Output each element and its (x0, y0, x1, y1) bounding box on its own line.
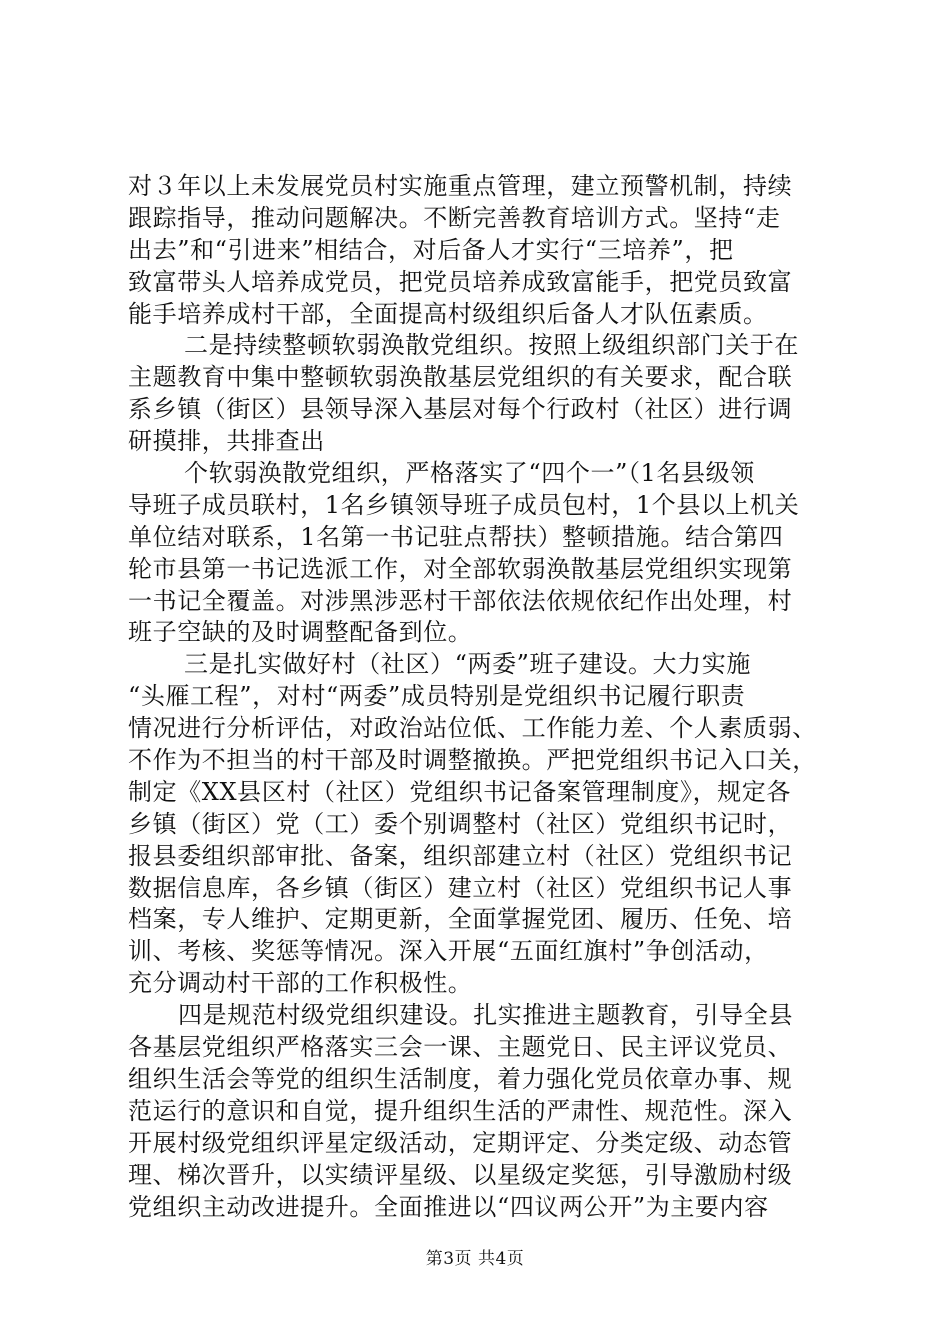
text-line: 情况进行分析评估，对政治站位低、工作能力差、个人素质弱、 (128, 714, 817, 743)
text-line: 训、考核、奖惩等情况。深入开展“五面红旗村”争创活动， (128, 937, 769, 966)
text-line: 出去”和“引进来”相结合，对后备人才实行“三培养”，把 (128, 235, 734, 264)
text-line: 主题教育中集中整顿软弱涣散基层党组织的有关要求，配合联 (128, 363, 793, 392)
text-line: 单位结对联系，1名第一书记驻点帮扶）整顿措施。结合第四 (128, 522, 784, 551)
text-line: “头雁工程”，对村“两委”成员特别是党组织书记履行职责 (128, 682, 746, 711)
text-line: 制定《XX县区村（社区）党组织书记备案管理制度》，规定各 (128, 777, 791, 806)
text-line: 范运行的意识和自觉，提升组织生活的严肃性、规范性。深入 (128, 1096, 793, 1125)
text-line: 跟踪指导，推动问题解决。不断完善教育培训方式。坚持“走 (128, 203, 781, 232)
text-line: 充分调动村干部的工作积极性。 (128, 969, 473, 998)
text-line: 理、梯次晋升，以实绩评星级、以星级定奖惩，引导激励村级 (128, 1160, 793, 1189)
text-line: 导班子成员联村，1名乡镇领导班子成员包村，1个县以上机关 (128, 490, 800, 519)
document-body (128, 171, 834, 1223)
text-line: 组织生活会等党的组织生活制度，着力强化党员依章办事、规 (128, 1064, 793, 1093)
page-footer (0, 1244, 950, 1269)
text-line: 对３年以上未发展党员村实施重点管理，建立预警机制，持续 (128, 172, 793, 200)
text-line: 档案，专人维护、定期更新，全面掌握党团、履历、任免、培 (128, 905, 793, 934)
text-line: 乡镇（街区）党（工）委个别调整村（社区）党组织书记时， (128, 809, 793, 838)
text-line: 开展村级党组织评星定级活动，定期评定、分类定级、动态管 (128, 1128, 793, 1157)
text-line: 研摸排，共排查出 (128, 427, 325, 456)
text-line: 各基层党组织严格落实三会一课、主题党日、民主评议党员、 (128, 1033, 793, 1062)
page-number-label: 第3页 共4页 (425, 1249, 525, 1269)
paragraph-start-line: 二是持续整顿软弱涣散党组织。按照上级组织部门关于在 (184, 331, 799, 360)
text-line: 班子空缺的及时调整配备到位。 (128, 618, 473, 647)
paragraph-start-line: 个软弱涣散党组织，严格落实了“四个一”（1名县级领 (184, 459, 755, 488)
text-line: 不作为不担当的村干部及时调整撤换。严把党组织书记入口关， (128, 746, 817, 775)
text-line: 能手培养成村干部，全面提高村级组织后备人才队伍素质。 (128, 299, 768, 328)
text-line: 系乡镇（街区）县领导深入基层对每个行政村（社区）进行调 (128, 395, 793, 424)
text-line: 致富带头人培养成党员，把党员培养成致富能手，把党员致富 (128, 267, 793, 296)
text-line: 轮市县第一书记选派工作，对全部软弱涣散基层党组织实现第 (128, 554, 793, 583)
text-line: 报县委组织部审批、备案，组织部建立村（社区）党组织书记 (128, 841, 793, 870)
text-line: 一书记全覆盖。对涉黑涉恶村干部依法依规依纪作出处理，村 (128, 586, 793, 615)
paragraph-start-line: 三是扎实做好村（社区）“两委”班子建设。大力实施 (184, 650, 751, 679)
paragraph-start-line: 四是规范村级党组织建设。扎实推进主题教育，引导全县 (178, 1001, 793, 1030)
text-line: 党组织主动改进提升。全面推进以“四议两公开”为主要内容 (128, 1192, 769, 1221)
text-line: 数据信息库，各乡镇（街区）建立村（社区）党组织书记人事 (128, 873, 793, 902)
